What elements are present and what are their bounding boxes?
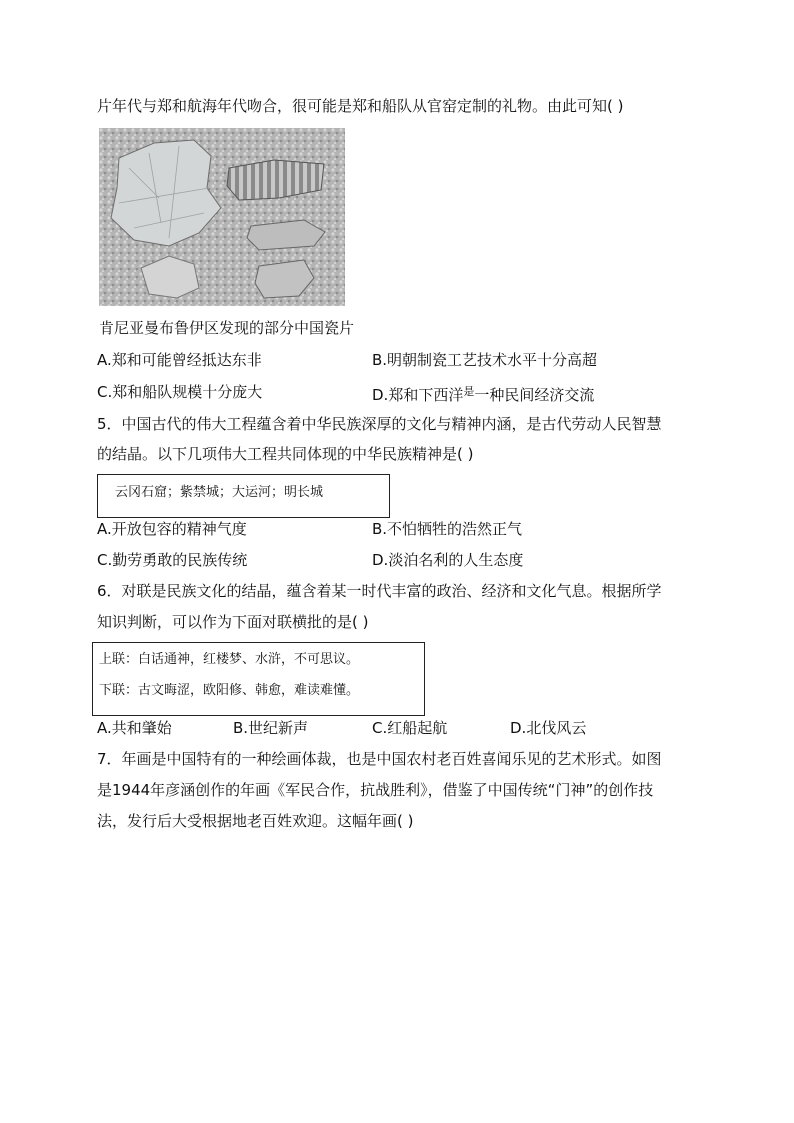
q6-option-d: D.北伐风云: [510, 719, 587, 737]
q4-option-d-post: 一种民间经济交流: [474, 386, 595, 404]
q6-stem-line2: 知识判断，可以作为下面对联横批的是( ): [97, 613, 369, 631]
q5-stem-line2: 的结晶。以下几项伟大工程共同体现的中华民族精神是( ): [97, 445, 474, 463]
q6-option-a: A.共和肇始: [97, 719, 172, 737]
q6-couplet-upper: 上联：白话通神，红楼梦、水浒，不可思议。: [99, 652, 360, 667]
q6-option-c: C.红船起航: [372, 719, 448, 737]
q4-option-c: C.郑和船队规模十分庞大: [97, 383, 263, 401]
q5-option-b: B.不怕牺牲的浩然正气: [372, 520, 523, 538]
q5-option-d: D.淡泊名利的人生态度: [372, 551, 524, 569]
q5-box-text: 云冈石窟；紫禁城；大运河；明长城: [115, 485, 324, 500]
q6-couplet-lower: 下联：古文晦涩，欧阳修、韩愈，难读难懂。: [99, 683, 360, 698]
q4-option-a: A.郑和可能曾经抵达东非: [97, 351, 262, 369]
q5-stem-line1: 5．中国古代的伟大工程蕴含着中华民族深厚的文化与精神内涵，是古代劳动人民智慧: [97, 415, 662, 433]
q6-stem-line1: 6．对联是民族文化的结晶，蕴含着某一时代丰富的政治、经济和文化气息。根据所学: [97, 582, 662, 600]
q7-stem-line2: 是1944年彦涵创作的年画《军民合作，抗战胜利》，借鉴了中国传统“门神”的创作技: [97, 781, 654, 799]
q6-option-b: B.世纪新声: [233, 719, 309, 737]
q5-option-a: A.开放包容的精神气度: [97, 520, 247, 538]
q4-option-d-pre: D.郑和下西洋: [372, 386, 464, 404]
q4-option-d: [372, 382, 594, 405]
q4-option-b: B.明朝制瓷工艺技术水平十分高超: [372, 351, 598, 369]
q7-stem-line3: 法，发行后大受根据地老百姓欢迎。这幅年画( ): [97, 812, 414, 830]
porcelain-shards-photo: [99, 128, 345, 306]
q5-option-c: C.勤劳勇敢的民族传统: [97, 551, 248, 569]
q7-stem-line1: 7．年画是中国特有的一种绘画体裁，也是中国农村老百姓喜闻乐见的艺术形式。如图: [97, 750, 662, 768]
q4-option-d-sup: 是: [463, 385, 475, 398]
image-caption: 肯尼亚曼布鲁伊区发现的部分中国瓷片: [99, 319, 355, 337]
q4-stem: 片年代与郑和航海年代吻合，很可能是郑和船队从官窑定制的礼物。由此可知( ): [97, 97, 624, 115]
